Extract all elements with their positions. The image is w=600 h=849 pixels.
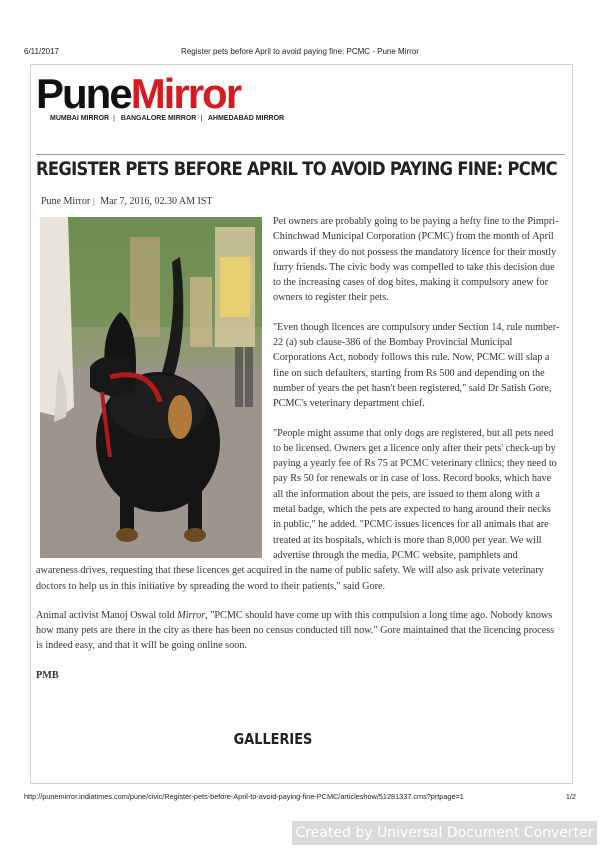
logo-mirror: Mirror: [130, 70, 241, 117]
article-paragraph-1: Pet owners are probably going to be paying a hefty fine to the Pimpri-Chinchwad Municipal Corporation (PCMC) from the month of April onwards if they do not possess the mandatory licence for their mostly furry friends. The civic body was compelled to take this decision due to the increasing cases of dog bites, making it compulsory anew for owners to register their pets.: [273, 216, 559, 304]
article-headline: REGISTER PETS BEFORE APRIL TO AVOID PAYING FINE: PCMC: [36, 158, 557, 180]
print-date: 6/11/2017: [24, 47, 59, 56]
byline-date: Mar 7, 2016, 02.30 AM IST: [100, 196, 213, 207]
edition-links: MUMBAI MIRROR | BANGALORE MIRROR | AHMEDABAD MIRROR: [50, 115, 285, 122]
p4-text-after: , "PCMC should have come up with this compulsion a long time ago. Nobody knows how many pets are there in the city as there has been no census conducted till now." Gore maintained that the licencing process is indeed easy, and that it will be going online soon.: [36, 609, 555, 652]
article-paragraph-4: [36, 608, 560, 654]
pune-mirror-logo[interactable]: [36, 70, 241, 117]
article-byline: Pune Mirror | Mar 7, 2016, 02.30 AM IST: [41, 196, 213, 207]
p4-text-before: Animal activist Manoj Oswal told: [36, 609, 178, 621]
converter-watermark: Created by Universal Document Converter: [292, 821, 597, 845]
edition-link-mumbai[interactable]: MUMBAI MIRROR: [50, 115, 110, 122]
article-body: [36, 214, 560, 697]
print-page-number: 1/2: [565, 792, 576, 801]
article-paragraph-2: "Even though licences are compulsory under Section 14, rule number-22 (a) sub clause-386 of the Bombay Provincial Municipal Corporations Act, nobody follows this rule. Now, PCMC will slap a fine on such defaulters, starting from Rs 500 and depending on the number of years the pet hasn't been registered," said Dr Satish Gore, PCMC's veterinary department chief.: [273, 321, 560, 410]
print-header: [24, 47, 576, 59]
article-paragraph-3: "People might assume that only dogs are registered, but all pets need to be licensed. Owners get a licence only after their pets' check-up by paying a yearly fee of Rs 75 at PCMC veterinary clinics; they need to pay Rs 50 for renewals or in case of loss. Record books, which have all the information about the pets, are issued to them along with a metal badge, which the pets are expected to hang around their necks in public," he added. "PCMC issues licences for all animals that are treated at its hospitals, which is more than 8,000 per year. We will advertise through the media, PCMC website, pamphlets and awareness drives, requesting that these licences get acquired in the name of public safety. We will also ask private veterinary doctors to help us in this initiative by spreading the word to their patients," said Gore.: [36, 427, 557, 592]
print-url: http://punemirror.indiatimes.com/pune/civic/Register-pets-before-April-to-avoid-paying-fine-PCMC/articleshow/51281337.cms?prtpage=1: [24, 792, 464, 801]
photo-spacer: [36, 214, 273, 559]
print-page-title: Register pets before April to avoid paying fine: PCMC - Pune Mirror: [181, 47, 419, 56]
byline-source: Pune Mirror: [41, 196, 91, 207]
header-divider: [36, 154, 565, 155]
article-signature: PMB: [36, 669, 59, 681]
print-footer: [24, 792, 576, 804]
p4-italic-mirror: Mirror: [177, 609, 206, 621]
edition-link-ahmedabad[interactable]: AHMEDABAD MIRROR: [207, 115, 285, 122]
galleries-heading[interactable]: GALLERIES: [233, 730, 313, 748]
edition-link-bangalore[interactable]: BANGALORE MIRROR: [120, 115, 197, 122]
logo-pune: Pune: [36, 70, 131, 117]
